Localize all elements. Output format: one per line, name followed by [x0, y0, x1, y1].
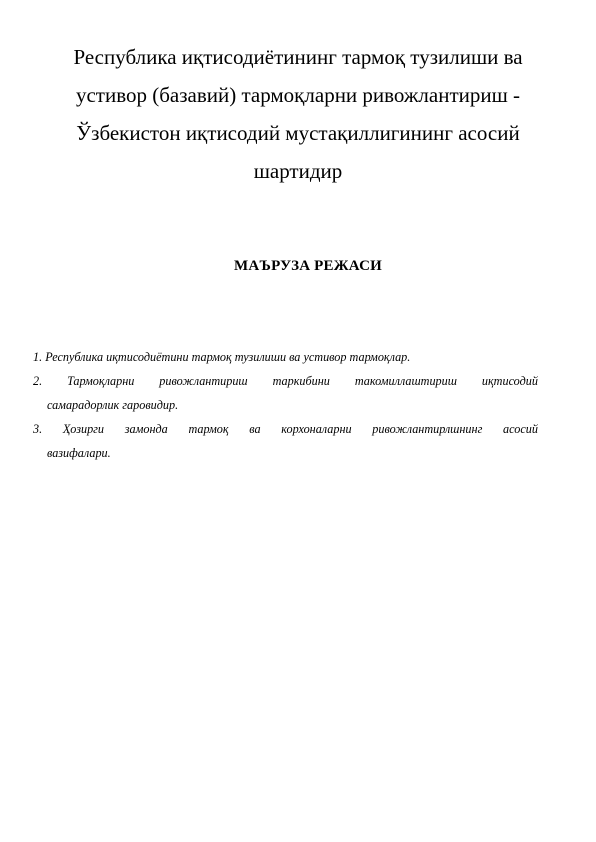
plan-item-word: ривожлантириш — [159, 374, 248, 388]
title-line: шартидир — [253, 159, 343, 183]
plan-item-word: Ҳозирги — [62, 422, 105, 436]
plan-item-line — [33, 369, 538, 393]
title-line: Республика иқтисодиётининг тармоқ тузилиши ва — [73, 45, 523, 69]
title-line: Ўзбекистон иқтисодий мустақиллигининг асосий — [76, 121, 520, 145]
plan-item-text: вазифалари. — [47, 446, 111, 460]
plan-item-line — [33, 345, 538, 369]
title-line: устивор (базавий) тармоқларни ривожлантириш - — [75, 83, 521, 107]
plan-item-word: 3. — [33, 422, 43, 436]
plan-item-word: иқтисодий — [481, 374, 538, 388]
plan-item-word: корхоналарни — [281, 422, 352, 436]
plan-item-word: 2. — [33, 374, 43, 388]
plan-item-text: самарадорлик гаровидир. — [47, 398, 179, 412]
plan-item-word: такомиллаштириш — [354, 374, 457, 388]
plan-item-line — [33, 417, 538, 441]
plan-heading: МАЪРУЗА РЕЖАСИ — [234, 258, 382, 274]
plan-item-word: замонда — [124, 422, 168, 436]
plan-item-number: 1. — [33, 350, 43, 364]
document-title — [40, 38, 556, 190]
plan-item-word: тармоқ — [188, 422, 229, 436]
plan-item — [33, 345, 538, 369]
plan-item-word: таркибини — [272, 374, 330, 388]
plan-item-text: Республика иқтисодиётини тармоқ тузилиши ва устивор тармоқлар. — [45, 350, 411, 364]
plan-item-word: асосий — [503, 422, 538, 436]
plan-item-word: ривожлантирлшнинг — [372, 422, 483, 436]
plan-item — [33, 369, 538, 417]
plan-item-word: ва — [249, 422, 261, 436]
plan-item — [33, 417, 538, 465]
lecture-plan-list — [33, 345, 538, 465]
plan-item-word: Тармоқларни — [67, 374, 135, 388]
